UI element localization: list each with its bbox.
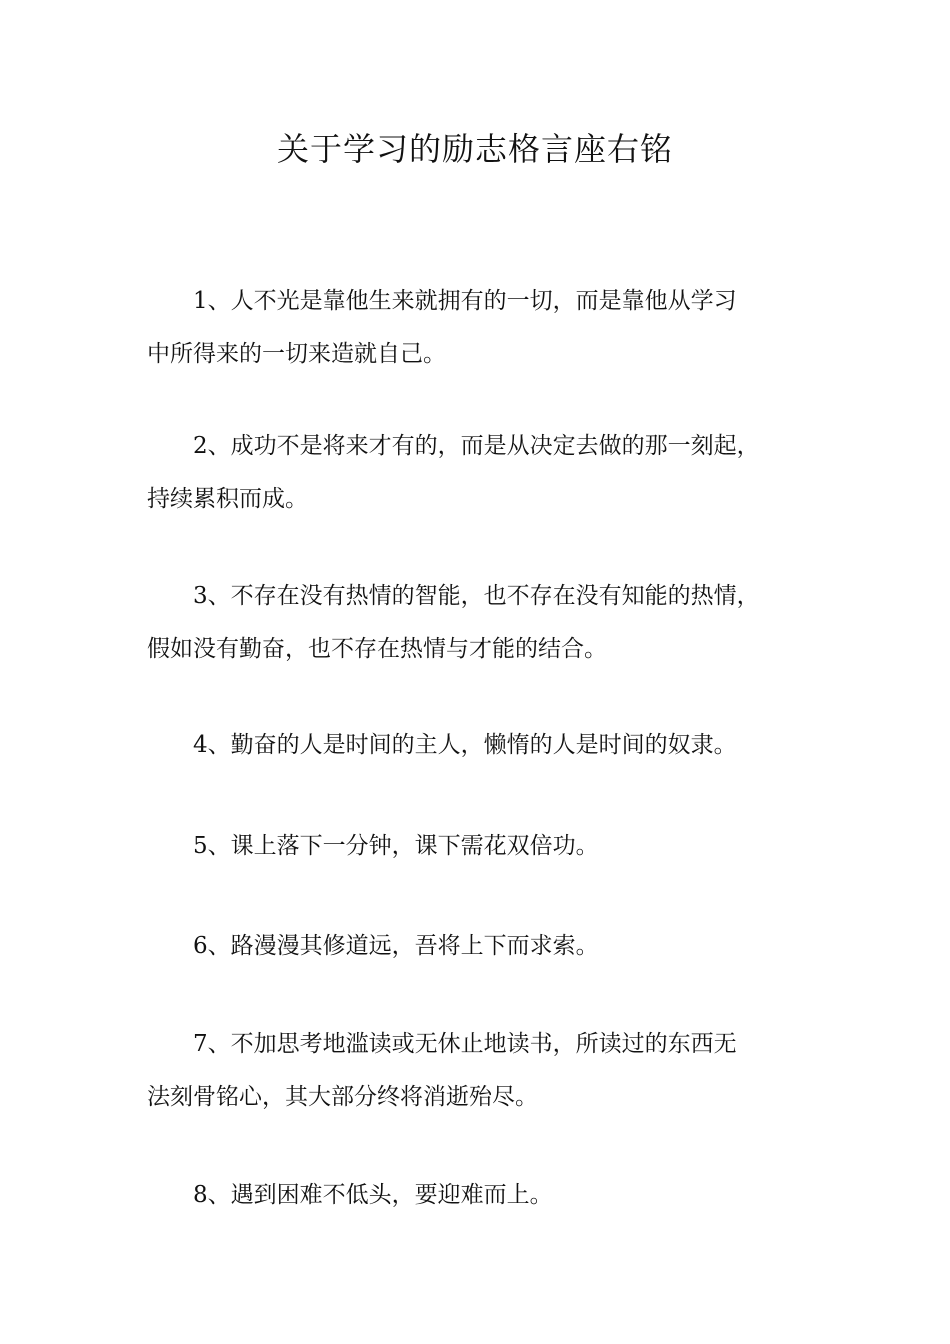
quote-paragraph-1: [147, 275, 837, 381]
quote-1-line-1: 1、人不光是靠他生来就拥有的一切，而是靠他从学习: [193, 288, 737, 314]
quote-2-line-2: 持续累积而成。: [147, 486, 308, 512]
quote-paragraph-7: [147, 1018, 837, 1124]
quote-paragraph-5: [147, 820, 837, 873]
quote-3-line-2: 假如没有勤奋，也不存在热情与才能的结合。: [147, 636, 607, 662]
quote-1-line-2: 中所得来的一切来造就自己。: [147, 341, 446, 367]
quote-paragraph-4: [147, 719, 837, 772]
quote-7-line-2: 法刻骨铭心，其大部分终将消逝殆尽。: [147, 1084, 538, 1110]
quote-2-line-1: 2、成功不是将来才有的，而是从决定去做的那一刻起，: [193, 433, 760, 459]
quote-paragraph-3: [147, 570, 837, 676]
document-title: 关于学习的励志格言座右铭: [276, 130, 673, 168]
quote-5-line-1: 5、课上落下一分钟，课下需花双倍功。: [193, 833, 599, 859]
quote-3-line-1: 3、不存在没有热情的智能，也不存在没有知能的热情，: [193, 583, 760, 609]
quote-paragraph-2: [147, 420, 837, 526]
quote-7-line-1: 7、不加思考地滥读或无休止地读书，所读过的东西无: [193, 1031, 737, 1057]
quote-8-line-1: 8、遇到困难不低头，要迎难而上。: [193, 1182, 553, 1208]
quote-paragraph-6: [147, 920, 837, 973]
quote-paragraph-8: [147, 1169, 837, 1222]
quote-4-line-1: 4、勤奋的人是时间的主人，懒惰的人是时间的奴隶。: [193, 732, 737, 758]
quote-6-line-1: 6、路漫漫其修道远，吾将上下而求索。: [193, 933, 599, 959]
